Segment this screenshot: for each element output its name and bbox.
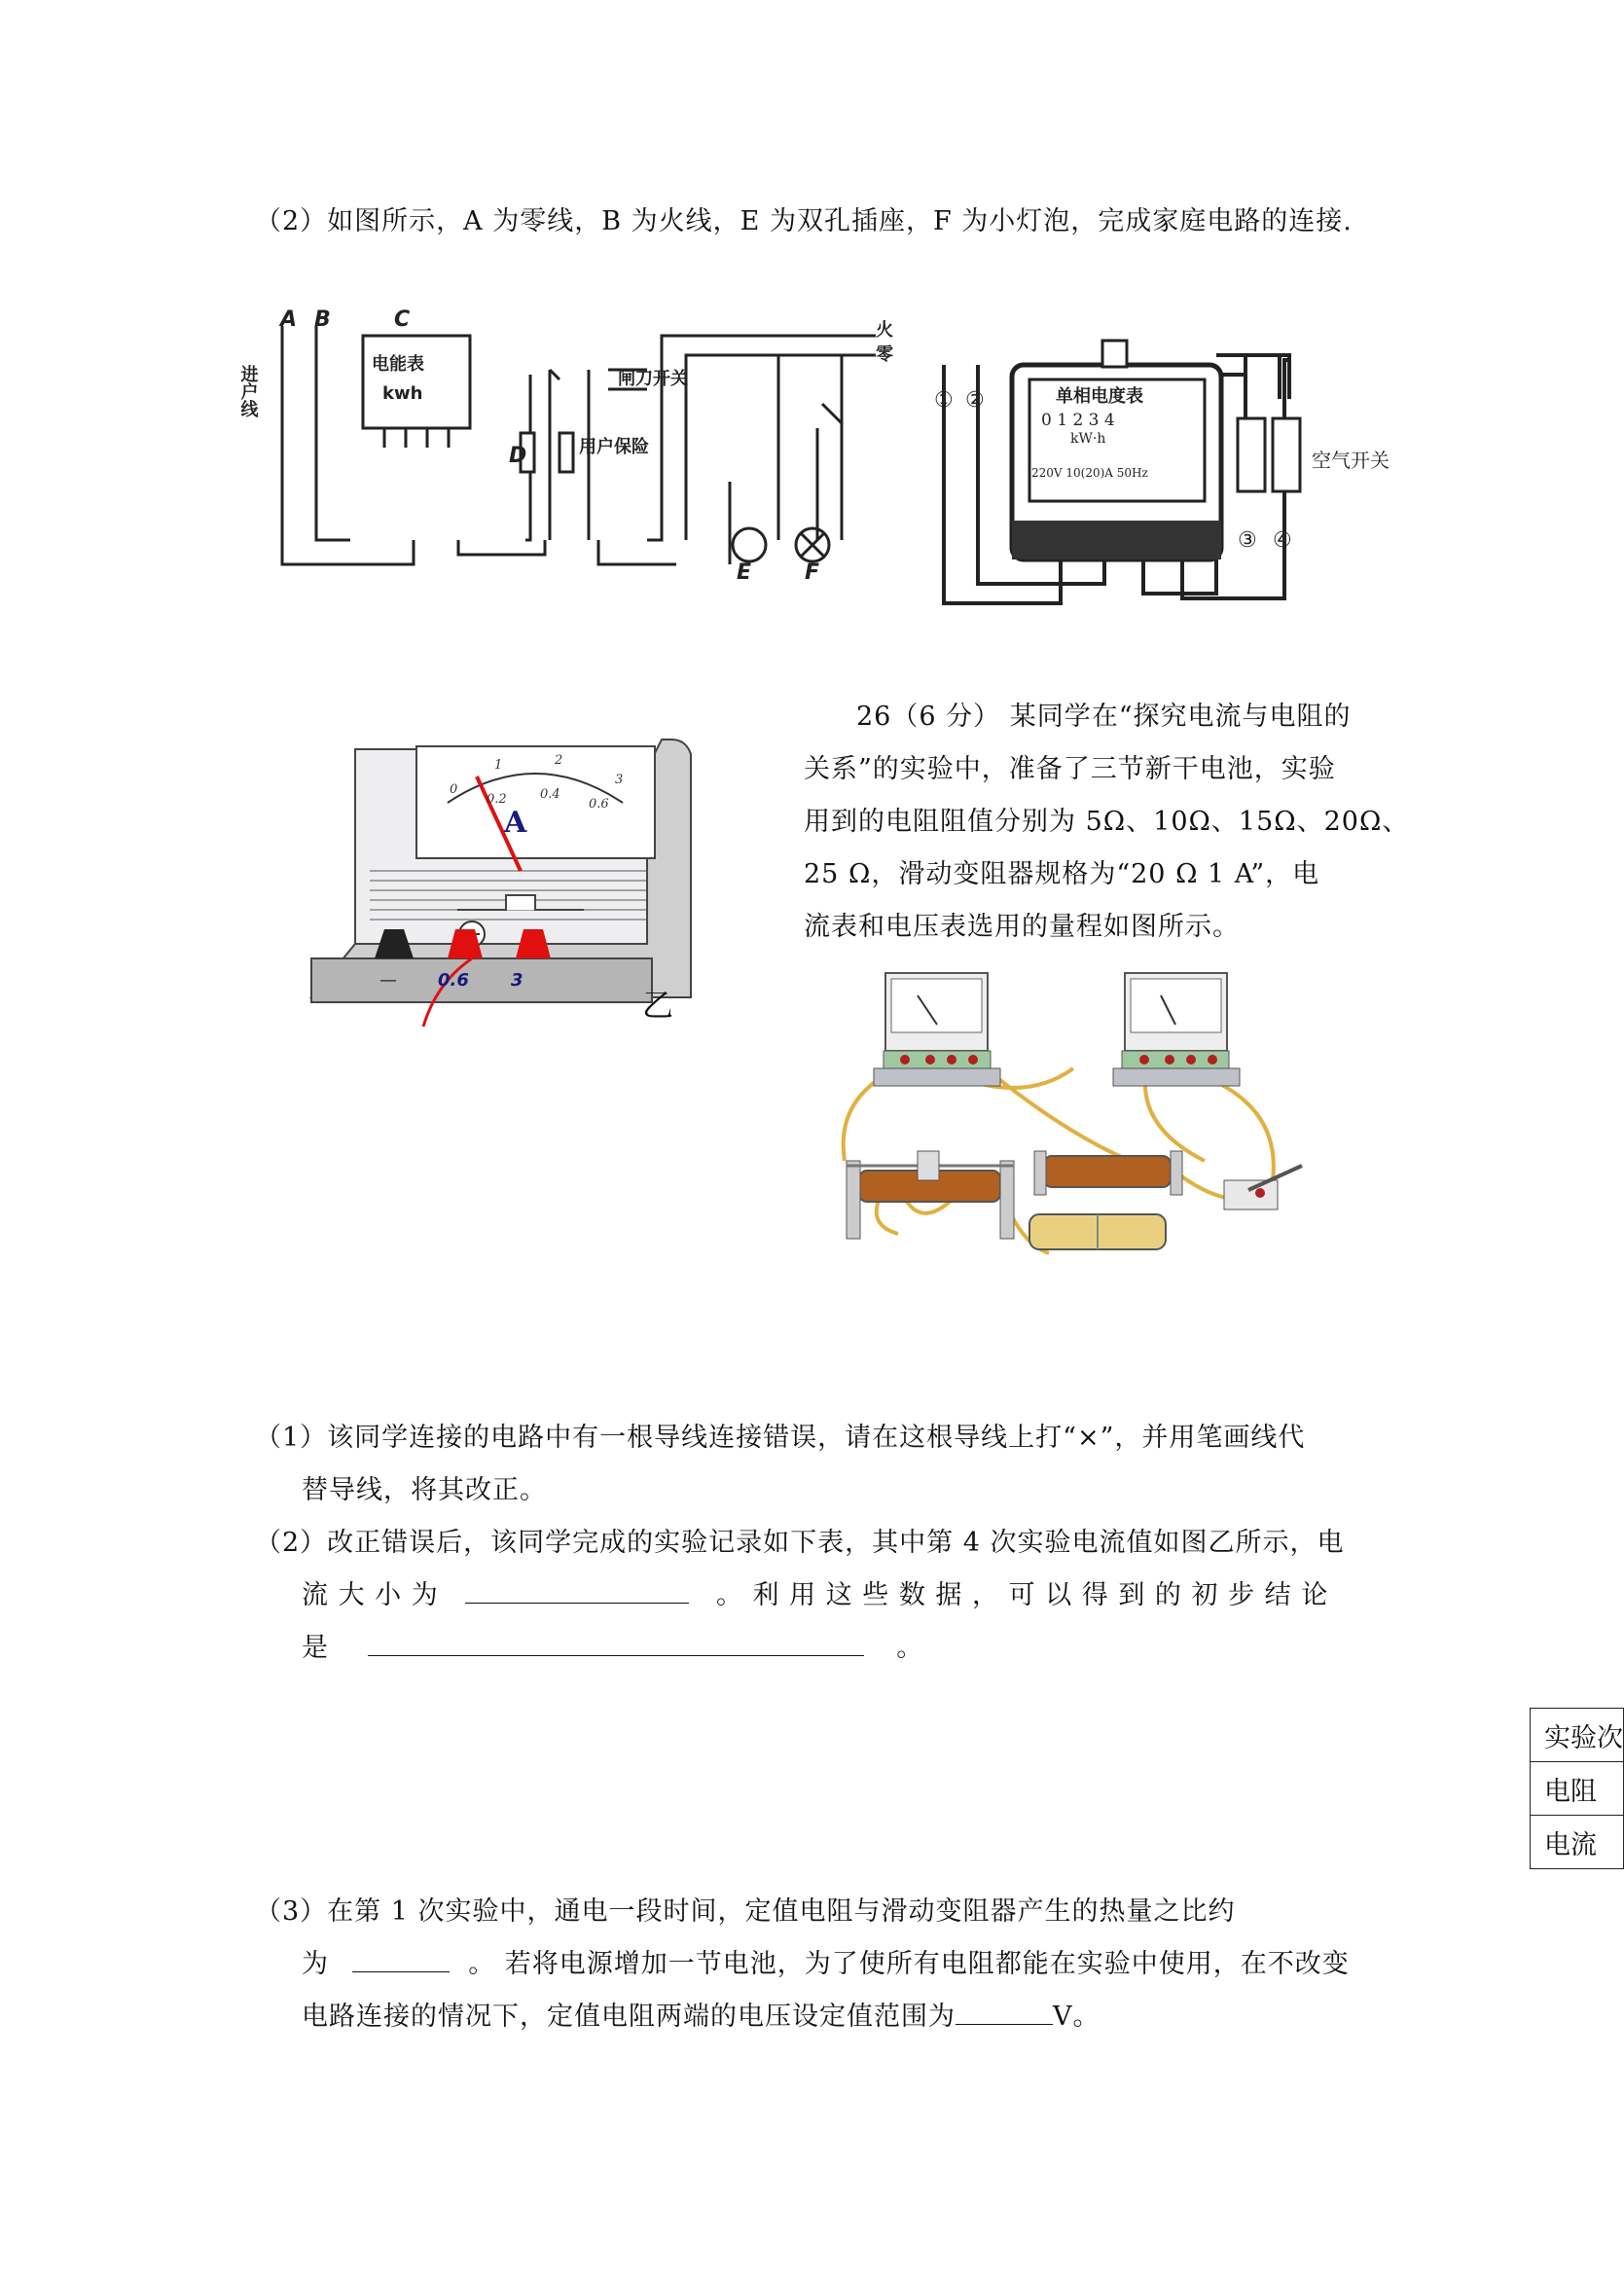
ammeter-symbol: A: [504, 806, 527, 840]
label-A: A: [280, 307, 298, 332]
terminal-3: 3: [511, 970, 523, 991]
q2-intro: （2）如图所示，A 为零线，B 为火线，E 为双孔插座，F 为小灯泡，完成家庭电路的连接.: [255, 206, 1353, 236]
terminal-1: ①: [934, 388, 954, 413]
terminal-4: ④: [1273, 528, 1292, 553]
label-F: F: [805, 560, 820, 585]
table-row: [1531, 1762, 1624, 1816]
label-fuse: 用户保险: [579, 437, 649, 457]
scale-top-1: 1: [494, 758, 503, 773]
answer-blank-conclusion[interactable]: [368, 1634, 864, 1656]
table-row: [1531, 1709, 1624, 1762]
meter-unit: kW·h: [1070, 431, 1106, 447]
sub2-line-1: （2）改正错误后，该同学完成的实验记录如下表，其中第 4 次实验电流值如图乙所示，电: [255, 1528, 1345, 1558]
sub2-line-2: [302, 1581, 1328, 1610]
scale-bottom-2: 0.4: [540, 787, 560, 802]
label-neutral: 零: [876, 344, 893, 365]
scale-top-0: 0: [450, 782, 458, 797]
experiment-circuit-figure: [825, 971, 1341, 1263]
meter-title: 单相电度表: [1056, 386, 1143, 407]
table-cell: 电阻: [1531, 1762, 1624, 1816]
sub2-line-2b: 。 利 用 这 些 数 据 ， 可 以 得 到 的 初 步 结 论: [715, 1580, 1329, 1610]
scale-bottom-3: 0.6: [589, 797, 609, 812]
q26-line-1: 26（6 分） 某同学在“探究电流与电阻的: [856, 702, 1352, 732]
label-E: E: [737, 560, 752, 585]
air-switch-label: 空气开关: [1312, 449, 1389, 472]
q26-line-4: 25 Ω，滑动变阻器规格为“20 Ω 1 A”，电: [804, 859, 1320, 889]
table-cell: 电流: [1531, 1816, 1624, 1869]
answer-blank-heat-ratio[interactable]: [352, 1950, 450, 1972]
sub3-line-3: [302, 2003, 1101, 2032]
label-live: 火: [876, 320, 893, 341]
table-cell: 实验次: [1531, 1709, 1624, 1762]
experiment-data-table: [1530, 1708, 1624, 1869]
sub2-line-3a: 是: [302, 1633, 329, 1663]
label-knife-switch: 闸刀开关: [618, 369, 688, 389]
label-C: C: [394, 307, 411, 332]
sub3-line-2a: 为: [302, 1949, 329, 1979]
sub3-line-1: （3）在第 1 次实验中，通电一段时间，定值电阻与滑动变阻器产生的热量之比约: [255, 1896, 1236, 1927]
ammeter-figure: [311, 735, 691, 1027]
terminal-0-6: 0.6: [438, 970, 469, 991]
q26-line-5: 流表和电压表选用的量程如图所示。: [804, 912, 1240, 942]
sub2-line-2a: 流 大 小 为: [302, 1580, 439, 1610]
figure-caption-yi: 乙: [642, 987, 675, 1024]
meter-spec: 220V 10(20)A 50Hz: [1031, 466, 1148, 480]
label-entry-line: 进户线: [237, 365, 259, 417]
scale-top-2: 2: [555, 753, 563, 768]
sub3-line-2b: 。 若将电源增加一节电池，为了使所有电阻都能在实验中使用，在不改变: [468, 1949, 1350, 1979]
meter-digits: 0 1 2 3 4: [1041, 411, 1115, 430]
sub3-line-3b: V。: [1053, 2002, 1101, 2032]
sub3-line-2: [302, 1950, 1350, 1979]
q26-line-3: 用到的电阻阻值分别为 5Ω、10Ω、15Ω、20Ω、: [804, 807, 1410, 837]
sub2-line-3: [302, 1634, 923, 1663]
scale-bottom-1: 0.2: [487, 792, 507, 807]
table-row: [1531, 1816, 1624, 1869]
terminal-3: ③: [1238, 528, 1257, 553]
scale-top-3: 3: [615, 773, 624, 787]
q26-line-2: 关系”的实验中，准备了三节新干电池，实验: [804, 754, 1336, 784]
electric-meter-diagram: [924, 321, 1411, 613]
sub3-line-3a: 电路连接的情况下，定值电阻两端的电压设定值范围为: [302, 2002, 956, 2032]
label-kwh: kwh: [382, 383, 423, 404]
sub1-line-2: 替导线，将其改正。: [302, 1475, 547, 1505]
label-meter: 电能表: [372, 354, 424, 375]
terminal-minus: —: [379, 970, 397, 991]
household-circuit-diagram: [237, 297, 905, 585]
label-B: B: [314, 307, 331, 332]
label-D: D: [509, 444, 527, 468]
answer-blank-voltage-range[interactable]: [956, 2003, 1053, 2025]
sub2-line-3b: 。: [896, 1633, 924, 1663]
terminal-2: ②: [965, 388, 985, 413]
sub1-line-1: （1）该同学连接的电路中有一根导线连接错误，请在这根导线上打“×”，并用笔画线代: [255, 1423, 1306, 1453]
answer-blank-current[interactable]: [465, 1581, 689, 1604]
